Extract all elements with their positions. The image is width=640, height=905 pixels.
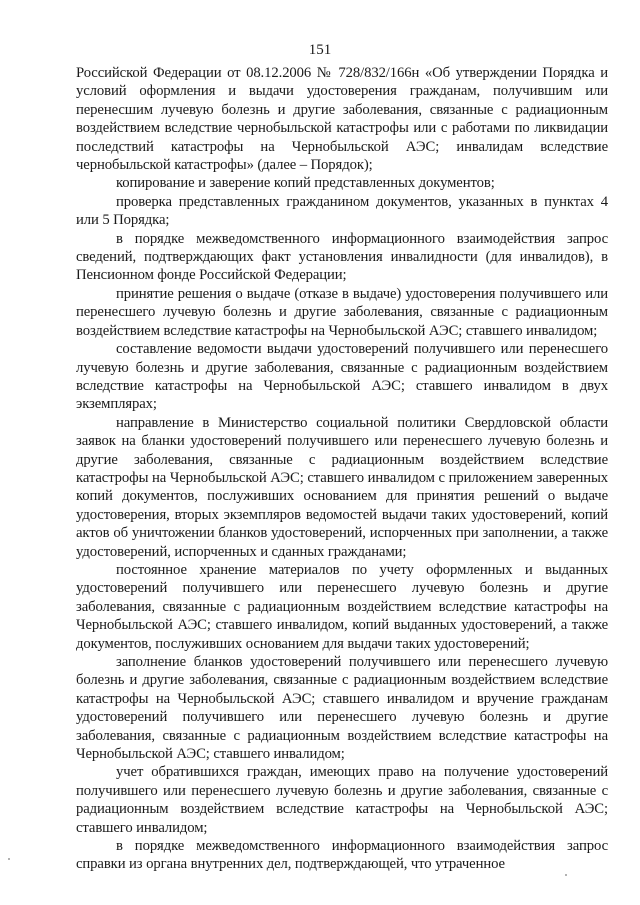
paragraph-1: Российской Федерации от 08.12.2006 № 728/832/166н «Об утверждении Порядка и условий оформления и выдачи удостоверения гражданам, получившим или перенесшим лучевую болезнь и другие заболевания, связанные с радиационным воздействием вследствие чернобыльской катастрофы или с работами по ликвидации последствий катастрофы на Чернобыльской АЭС; инвалидам вследствие чернобыльской катастрофы» (далее – Порядок); (76, 65, 608, 174)
paragraph-10: учет обратившихся граждан, имеющих право на получение удостоверений получившего или перенесшего лучевую болезнь и другие заболевания, связанные с радиационным воздействием вследствие катастрофы на Чернобыльской АЭС; ставшего инвалидом; (76, 764, 608, 836)
page-number: 151 (308, 42, 332, 58)
paragraph-3: проверка представленных гражданином документов, указанных в пунктах 4 или 5 Порядка; (76, 193, 608, 229)
scan-speck (565, 874, 567, 876)
paragraph-5: принятие решения о выдаче (отказе в выдаче) удостоверения получившего или перенесшего лучевую болезнь и другие заболевания, связанные с радиационным воздействием вследствие катастрофы на Чернобыльской АЭС; ставшего инвалидом; (76, 285, 608, 339)
document-body (76, 64, 608, 874)
paragraph-7: направление в Министерство социальной политики Свердловской области заявок на бланки удостоверений получившего или перенесшего лучевую болезнь и другие заболевания, связанные с радиационным воздействием вследствие катастрофы на Чернобыльской АЭС; ставшего инвалидом с приложением заверенных копий документов, послуживших основанием для принятия решений о выдаче удостоверения, вторых экземпляров ведомостей выдачи таких удостоверений, копий актов об уничтожении бланков удостоверений, испорченных при заполнении, а также удостоверений, испорченных и сданных гражданами; (76, 414, 608, 560)
scan-speck (8, 858, 10, 860)
paragraph-8: постоянное хранение материалов по учету оформленных и выданных удостоверений получившего или перенесшего лучевую болезнь и другие заболевания, связанные с радиационным воздействием вследствие катастрофы на Чернобыльской АЭС; ставшего инвалидом, копий выданных удостоверений, а также документов, послуживших основанием для выдачи таких удостоверений; (76, 561, 608, 652)
paragraph-6: составление ведомости выдачи удостоверений получившего или перенесшего лучевую болезнь и другие заболевания, связанные с радиационным воздействием вследствие катастрофы на Чернобыльской АЭС; ставшего инвалидом в двух экземплярах; (76, 341, 608, 413)
paragraph-9: заполнение бланков удостоверений получившего или перенесшего лучевую болезнь и другие заболевания, связанные с радиационным воздействием вследствие катастрофы на Чернобыльской АЭС; ставшего инвалидом и вручение гражданам удостоверений получившего или перенесшего лучевую болезнь и другие заболевания, связанные с радиационным воздействием вследствие катастрофы на Чернобыльской АЭС; ставшего инвалидом; (76, 654, 608, 763)
paragraph-11: в порядке межведомственного информационного взаимодействия запрос справки из органа внутренних дел, подтверждающей, что утраченное (76, 838, 608, 873)
paragraph-4: в порядке межведомственного информационного взаимодействия запрос сведений, подтверждающих факт установления инвалидности (для инвалидов), в Пенсионном фонде Российской Федерации; (76, 230, 608, 284)
paragraph-2: копирование и заверение копий представленных документов; (116, 175, 495, 192)
